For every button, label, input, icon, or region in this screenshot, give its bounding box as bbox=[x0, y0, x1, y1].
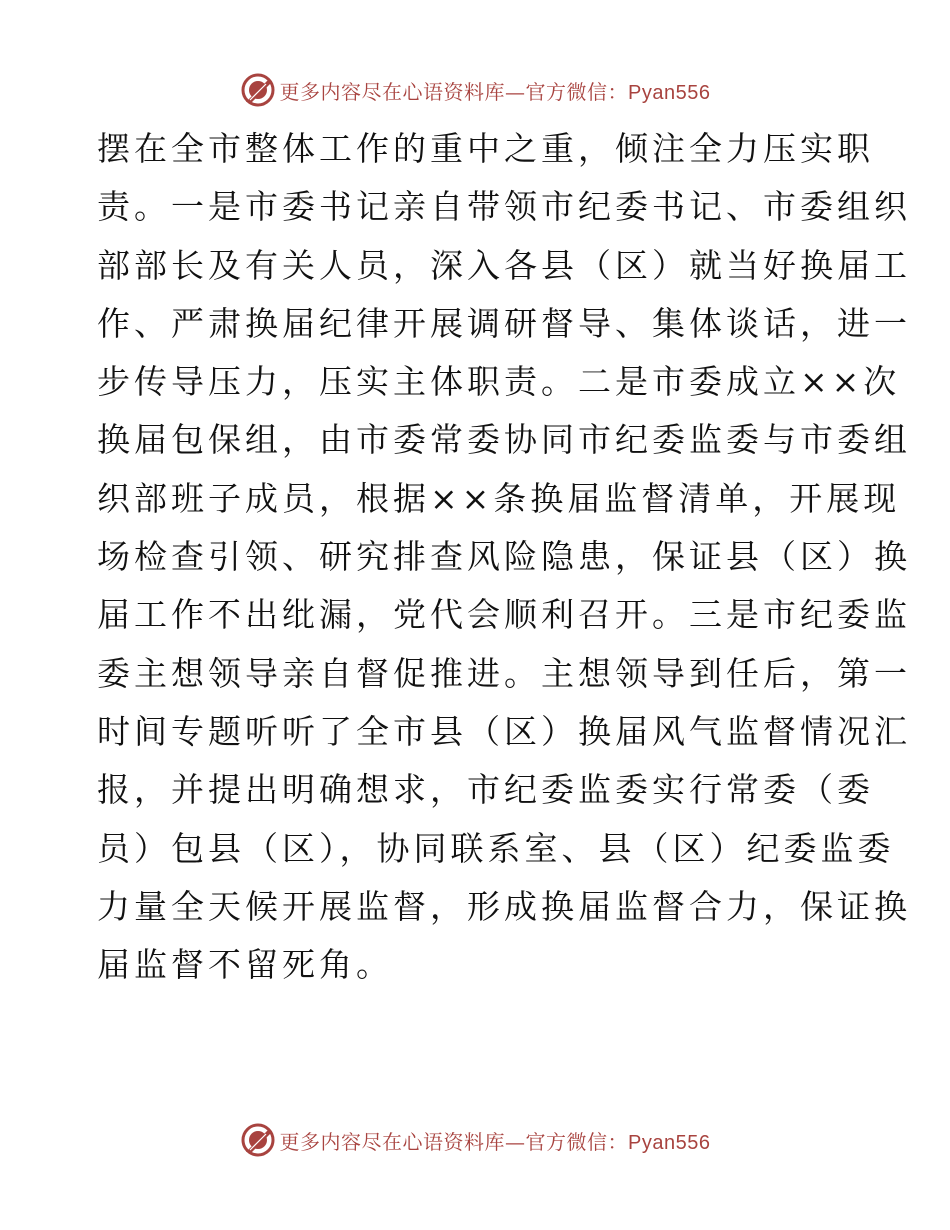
footer-watermark bbox=[0, 1120, 950, 1160]
watermark-wechat-id: Pyan556 bbox=[628, 1131, 711, 1154]
quill-seal-icon bbox=[240, 1122, 276, 1158]
document-body bbox=[97, 120, 911, 994]
text-line: 织部班子成员，根据××条换届监督清单，开展现 bbox=[97, 478, 901, 518]
watermark-text: 更多内容尽在心语资料库—官方微信：Pyan556 bbox=[279, 79, 711, 104]
text-line: 场检查引领、研究排查风险隐患，保证县（区）换 bbox=[97, 537, 911, 577]
text-line: 员）包县（区），协同联系室、县（区）纪委监委 bbox=[97, 828, 895, 868]
watermark-wechat-id: Pyan556 bbox=[628, 81, 711, 104]
text-line: 报，并提出明确想求，市纪委监委实行常委（委 bbox=[97, 770, 874, 810]
watermark-text: 更多内容尽在心语资料库—官方微信：Pyan556 bbox=[279, 1129, 711, 1154]
quill-seal-icon bbox=[240, 72, 276, 108]
header-watermark bbox=[0, 70, 950, 110]
text-line: 换届包保组，由市委常委协同市纪委监委与市委组 bbox=[97, 420, 911, 460]
text-line: 届工作不出纰漏，党代会顺利召开。三是市纪委监 bbox=[97, 595, 911, 635]
text-line: 力量全天候开展监督，形成换届监督合力，保证换 bbox=[97, 886, 911, 926]
text-line: 委主想领导亲自督促推进。主想领导到任后，第一 bbox=[97, 653, 911, 693]
text-line: 责。一是市委书记亲自带领市纪委书记、市委组织 bbox=[97, 187, 911, 227]
text-line: 部部长及有关人员，深入各县（区）就当好换届工 bbox=[97, 245, 911, 285]
text-line: 步传导压力，压实主体职责。二是市委成立××次 bbox=[97, 362, 901, 402]
text-line: 摆在全市整体工作的重中之重，倾注全力压实职 bbox=[97, 129, 874, 168]
text-line: 届监督不留死角。 bbox=[97, 945, 393, 985]
text-line: 时间专题听听了全市县（区）换届风气监督情况汇 bbox=[97, 711, 911, 751]
text-line: 作、严肃换届纪律开展调研督导、集体谈话，进一 bbox=[97, 303, 911, 343]
